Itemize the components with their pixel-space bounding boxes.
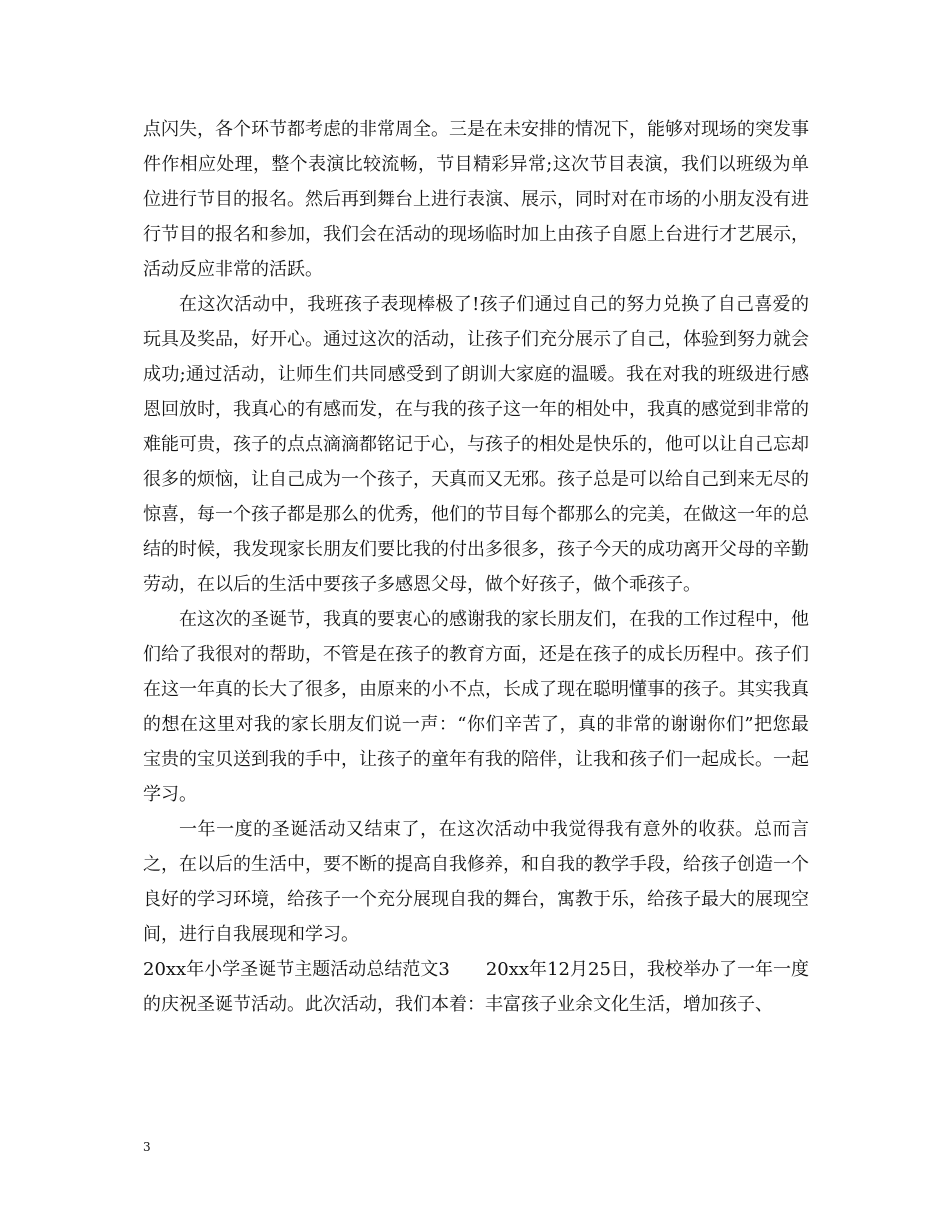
- paragraph-1: 点闪失，各个环节都考虑的非常周全。三是在未安排的情况下，能够对现场的突发事件作相应处理，整个表演比较流畅，节目精彩异常;这次节目表演，我们以班级为单位进行节目的报名。然后再到舞台上进行表演、展示，同时对在市场的小朋友没有进行节目的报名和参加，我们会在活动的现场临时加上由孩子自愿上台进行才艺展示，活动反应非常的活跃。: [143, 119, 809, 280]
- document-body: [143, 112, 809, 1022]
- paragraph-3: 在这次的圣诞节，我真的要衷心的感谢我的家长朋友们，在我的工作过程中，他们给了我很对的帮助，不管是在孩子的教育方面，还是在孩子的成长历程中。孩子们在这一年真的长大了很多，由原来的小不点，长成了现在聪明懂事的孩子。其实我真的想在这里对我的家长朋友们说一声：“你们辛苦了，真的非常的谢谢你们”把您最宝贵的宝贝送到我的手中，让孩子的童年有我的陪伴，让我和孩子们一起成长。一起学习。: [143, 609, 809, 805]
- page-number: 3: [143, 1140, 151, 1154]
- paragraph-4: 一年一度的圣诞活动又结束了，在这次活动中我觉得我有意外的收获。总而言之，在以后的生活中，要不断的提高自我修养，和自我的教学手段，给孩子创造一个良好的学习环境，给孩子一个充分展现自我的舞台，寓教于乐，给孩子最大的展现空间，进行自我展现和学习。: [143, 819, 809, 945]
- paragraph-5: 20xx年小学圣诞节主题活动总结范文3 20xx年12月25日，我校举办了一年一度的庆祝圣诞节活动。此次活动，我们本着：丰富孩子业余文化生活，增加孩子、: [143, 959, 809, 1015]
- paragraph-2: 在这次活动中，我班孩子表现棒极了!孩子们通过自己的努力兑换了自己喜爱的玩具及奖品，好开心。通过这次的活动，让孩子们充分展示了自己，体验到努力就会成功;通过活动，让师生们共同感受到了朗训大家庭的温暖。我在对我的班级进行感恩回放时，我真心的有感而发，在与我的孩子这一年的相处中，我真的感觉到非常的难能可贵，孩子的点点滴滴都铭记于心，与孩子的相处是快乐的，他可以让自己忘却很多的烦恼，让自己成为一个孩子，天真而又无邪。孩子总是可以给自己到来无尽的惊喜，每一个孩子都是那么的优秀，他们的节目每个都那么的完美，在做这一年的总结的时候，我发现家长朋友们要比我的付出多很多，孩子今天的成功离开父母的辛勤劳动，在以后的生活中要孩子多感恩父母，做个好孩子，做个乖孩子。: [143, 294, 809, 595]
